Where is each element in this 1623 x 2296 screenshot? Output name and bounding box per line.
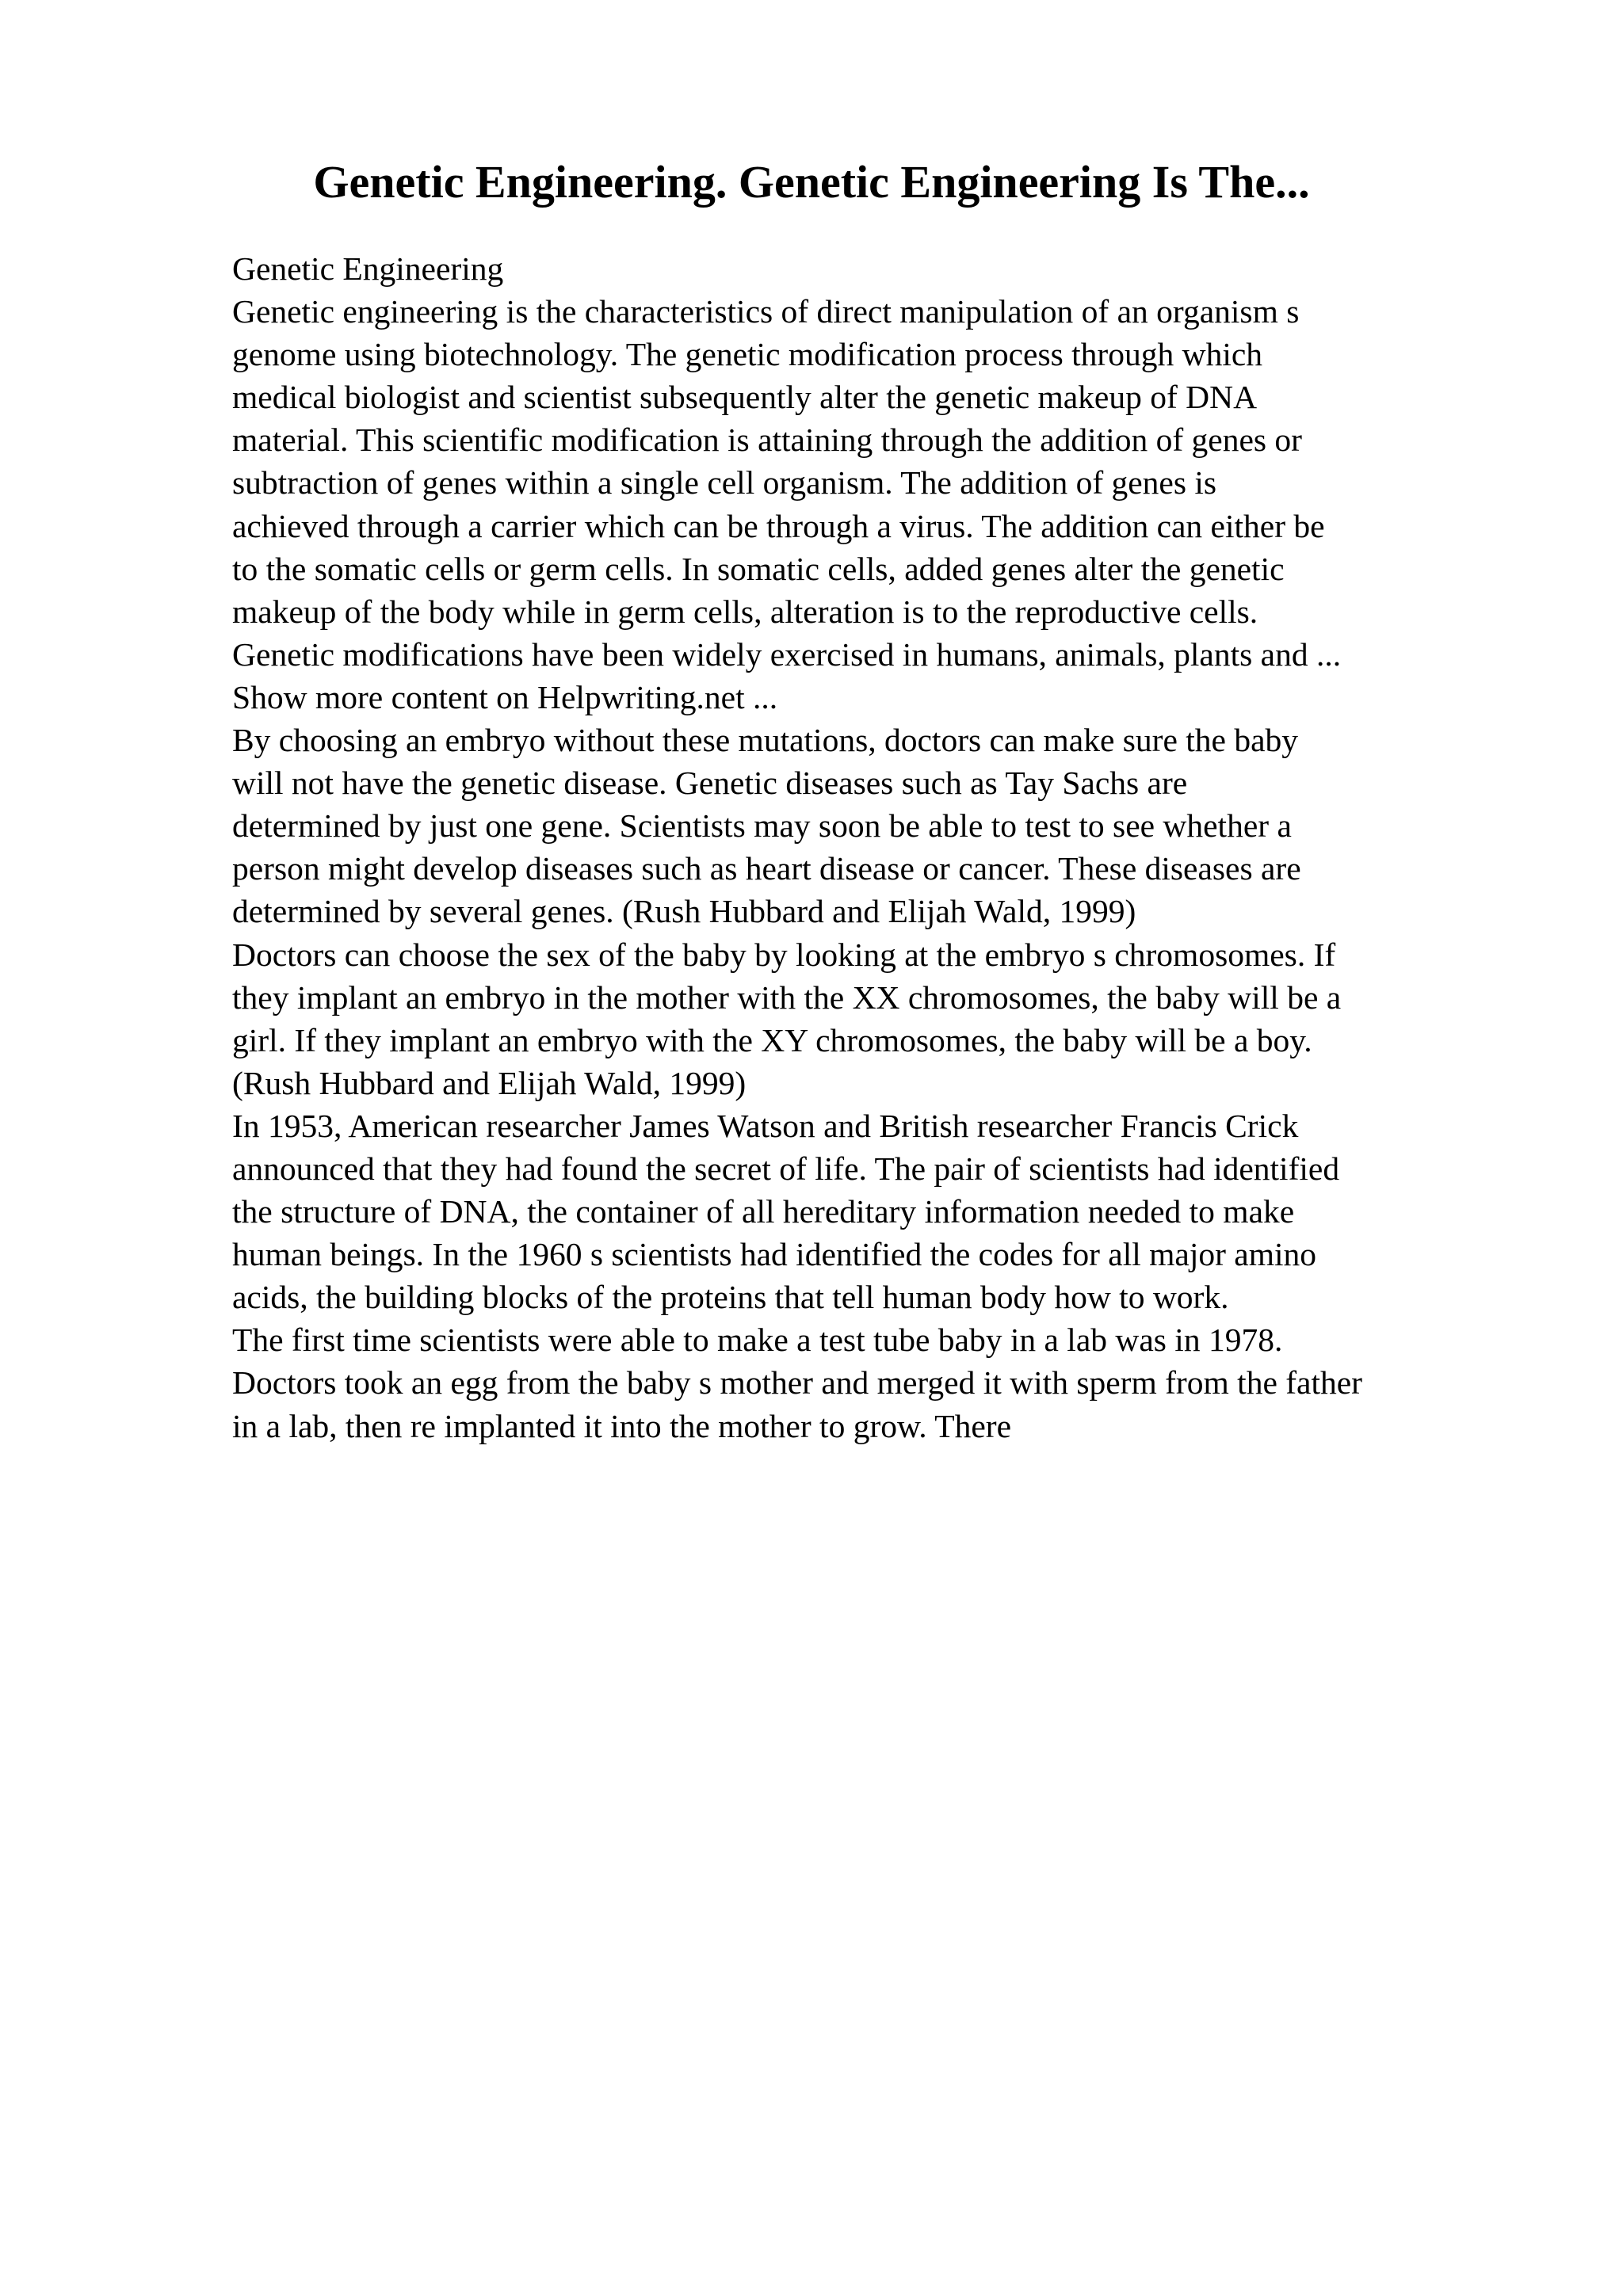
body-line: human beings. In the 1960 s scientists had identified the codes for all major amino <box>232 1236 1317 1273</box>
body-line: medical biologist and scientist subsequently alter the genetic makeup of DNA <box>232 379 1258 416</box>
body-line: the structure of DNA, the container of all hereditary information needed to make <box>232 1193 1295 1230</box>
body-line: subtraction of genes within a single cell organism. The addition of genes is <box>232 464 1217 502</box>
body-line: By choosing an embryo without these mutations, doctors can make sure the baby <box>232 722 1299 759</box>
body-line: Genetic engineering is the characteristics of direct manipulation of an organism s <box>232 293 1300 330</box>
body-line: they implant an embryo in the mother with the XX chromosomes, the baby will be a <box>232 978 1342 1016</box>
body-line: In 1953, American researcher James Watson and British researcher Francis Crick <box>232 1107 1299 1144</box>
body-line: girl. If they implant an embryo with the XY chromosomes, the baby will be a boy. <box>232 1021 1312 1058</box>
body-line: will not have the genetic disease. Genetic diseases such as Tay Sachs are <box>232 765 1188 802</box>
body-line: acids, the building blocks of the proteins that tell human body how to work. <box>232 1279 1229 1316</box>
body-line: determined by just one gene. Scientists may soon be able to test to see whether a <box>232 807 1292 845</box>
body-line: announced that they had found the secret of life. The pair of scientists had identified <box>232 1150 1340 1187</box>
body-line: (Rush Hubbard and Elijah Wald, 1999) <box>232 1064 747 1101</box>
body-line: material. This scientific modification is attaining through the addition of genes or <box>232 421 1302 459</box>
body-line: achieved through a carrier which can be through a virus. The addition can either be <box>232 507 1325 544</box>
body-line: makeup of the body while in germ cells, alteration is to the reproductive cells. <box>232 593 1258 630</box>
show-more-link[interactable]: Show more content on Helpwriting.net ... <box>232 678 778 715</box>
body-line: in a lab, then re implanted it into the mother to grow. There <box>232 1407 1012 1444</box>
body-line: genome using biotechnology. The genetic modification process through which <box>232 336 1263 373</box>
body-line: determined by several genes. (Rush Hubbard and Elijah Wald, 1999) <box>232 893 1136 930</box>
document-body <box>232 247 1595 1447</box>
body-line: Genetic modifications have been widely exercised in humans, animals, plants and ... <box>232 635 1342 673</box>
body-line: The first time scientists were able to make a test tube baby in a lab was in 1978. <box>232 1322 1283 1359</box>
body-line: person might develop diseases such as heart disease or cancer. These diseases are <box>232 850 1301 887</box>
section-heading: Genetic Engineering <box>232 250 504 287</box>
body-line: Doctors took an egg from the baby s mother and merged it with sperm from the father <box>232 1364 1362 1402</box>
body-line: to the somatic cells or germ cells. In somatic cells, added genes alter the genetic <box>232 550 1285 587</box>
body-line: Doctors can choose the sex of the baby by looking at the embryo s chromosomes. If <box>232 936 1336 973</box>
document-title: Genetic Engineering. Genetic Engineering Is The... <box>313 156 1310 208</box>
